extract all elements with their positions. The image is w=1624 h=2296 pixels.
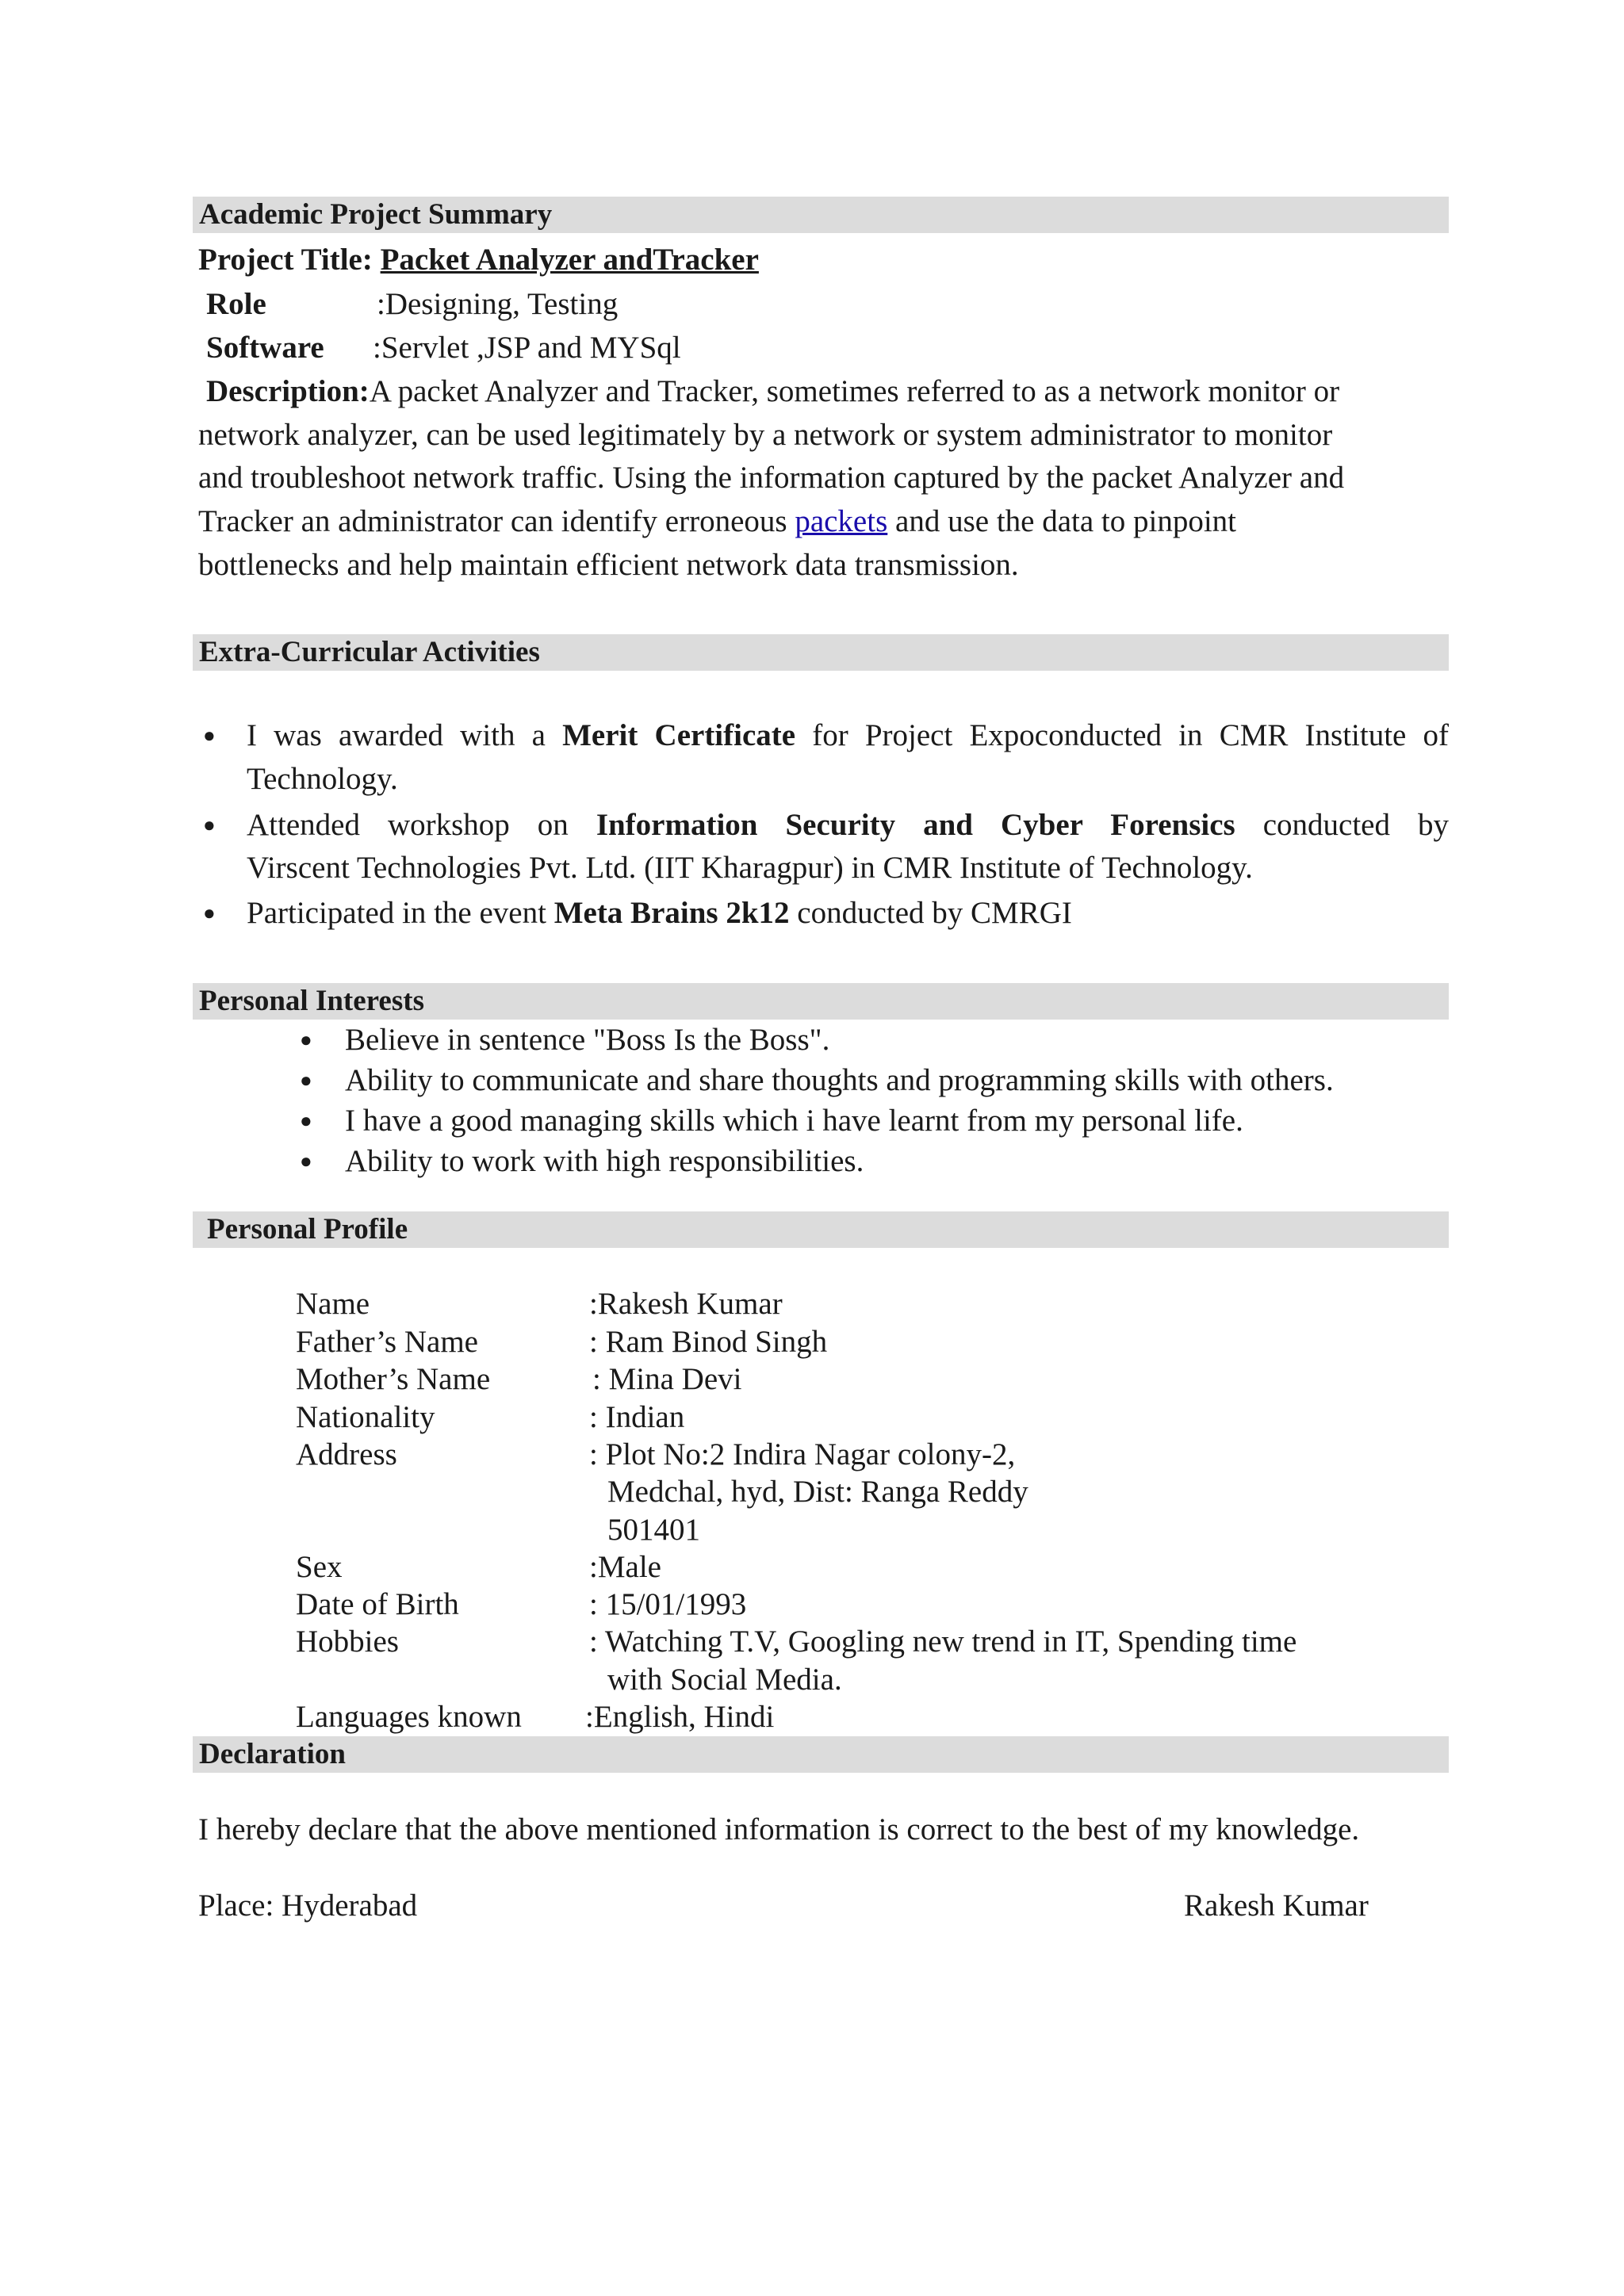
bullet-icon: ●	[300, 1028, 312, 1051]
dob-label: Date of Birth	[296, 1587, 459, 1621]
hobbies-line-1: : Watching T.V, Googling new trend in IT, Spending time	[589, 1624, 1297, 1659]
father-name-value: : Ram Binod Singh	[589, 1325, 828, 1359]
project-title-value: Packet Analyzer andTracker	[380, 243, 759, 277]
interests-header: Personal Interests	[193, 983, 1449, 1020]
dob-value: : 15/01/1993	[589, 1587, 747, 1621]
address-label: Address	[296, 1437, 397, 1471]
description-label: Description:	[206, 374, 370, 408]
mother-name-label: Mother’s Name	[296, 1362, 491, 1396]
signature-name: Rakesh Kumar	[1184, 1888, 1369, 1923]
extracurricular-item-2	[247, 806, 1449, 844]
academic-project-header: Academic Project Summary	[193, 197, 1449, 233]
extracurricular-header: Extra-Curricular Activities	[193, 634, 1449, 671]
description-line-2: network analyzer, can be used legitimately by a network or system administrator to monitor	[198, 418, 1333, 452]
bullet-icon: ●	[203, 724, 216, 747]
address-line-2: Medchal, hyd, Dist: Ranga Reddy	[607, 1475, 1028, 1509]
project-title-line	[198, 241, 759, 279]
description-line-3: and troubleshoot network traffic. Using the information captured by the packet Analyzer and	[198, 461, 1345, 495]
item1-pre: I was awarded with a	[247, 718, 563, 752]
bullet-icon: ●	[300, 1069, 312, 1092]
extracurricular-item-1-cont: Technology.	[247, 762, 398, 796]
mother-name-value: : Mina Devi	[592, 1362, 742, 1396]
declaration-text: I hereby declare that the above mentioned information is correct to the best of my knowledge.	[198, 1812, 1360, 1846]
description-line-5: bottlenecks and help maintain efficient network data transmission.	[198, 548, 1019, 582]
bullet-icon: ●	[300, 1109, 312, 1132]
item3-bold: Meta Brains 2k12	[553, 896, 790, 930]
languages-label: Languages known	[296, 1700, 522, 1734]
project-title-label: Project Title:	[198, 243, 373, 277]
declaration-header: Declaration	[193, 1736, 1449, 1773]
item3-pre: Participated in the event	[247, 896, 554, 930]
item2-pre: Attended workshop on	[247, 808, 596, 842]
item2-bold: Information Security and Cyber Forensics	[596, 808, 1235, 842]
hobbies-label: Hobbies	[296, 1624, 399, 1659]
place-text: Place: Hyderabad	[198, 1888, 418, 1923]
nationality-label: Nationality	[296, 1400, 435, 1434]
item1-post: for Project Expoconducted in CMR Institute of	[795, 718, 1450, 752]
interest-item: Ability to work with high responsibilities.	[345, 1144, 864, 1178]
role-value-line	[377, 285, 618, 323]
description-line-1	[206, 373, 1339, 411]
description-text-4b: and use the data to pinpoint	[887, 504, 1237, 538]
extracurricular-item-3	[247, 894, 1072, 932]
sex-value: :Male	[589, 1550, 661, 1584]
bullet-icon: ●	[203, 901, 216, 924]
nationality-value: : Indian	[589, 1400, 685, 1434]
extracurricular-item-2-cont: Virscent Technologies Pvt. Ltd. (IIT Kharagpur) in CMR Institute of Technology.	[247, 851, 1253, 885]
father-name-label: Father’s Name	[296, 1325, 478, 1359]
extracurricular-item-1	[247, 717, 1449, 755]
interest-item: Ability to communicate and share thoughts and programming skills with others.	[345, 1063, 1334, 1097]
sex-label: Sex	[296, 1550, 343, 1584]
role-value: :Designing, Testing	[377, 287, 619, 321]
software-value-line	[373, 329, 681, 367]
software-value: :Servlet ,JSP and MYSql	[373, 331, 681, 365]
bullet-icon: ●	[203, 813, 216, 836]
description-text-4a: Tracker an administrator can identify erroneous	[198, 504, 795, 538]
item2-post: conducted by	[1235, 808, 1449, 842]
name-value: :Rakesh Kumar	[589, 1287, 783, 1321]
interest-item: I have a good managing skills which i have learnt from my personal life.	[345, 1104, 1243, 1138]
languages-value: :English, Hindi	[585, 1700, 775, 1734]
description-line-4	[198, 503, 1236, 541]
software-label: Software	[206, 331, 324, 365]
address-line-3: 501401	[607, 1513, 700, 1547]
item1-bold: Merit Certificate	[562, 718, 796, 752]
item3-post: conducted by CMRGI	[789, 896, 1072, 930]
interest-item: Believe in sentence "Boss Is the Boss".	[345, 1023, 830, 1057]
profile-header: Personal Profile	[193, 1211, 1449, 1248]
description-text-1: A packet Analyzer and Tracker, sometimes referred to as a network monitor or	[369, 374, 1340, 408]
packets-link[interactable]: packets	[795, 504, 888, 538]
role-label: Role	[206, 287, 266, 321]
name-label: Name	[296, 1287, 370, 1321]
bullet-icon: ●	[300, 1150, 312, 1173]
address-line-1: : Plot No:2 Indira Nagar colony-2,	[589, 1437, 1016, 1471]
hobbies-line-2: with Social Media.	[607, 1663, 842, 1697]
